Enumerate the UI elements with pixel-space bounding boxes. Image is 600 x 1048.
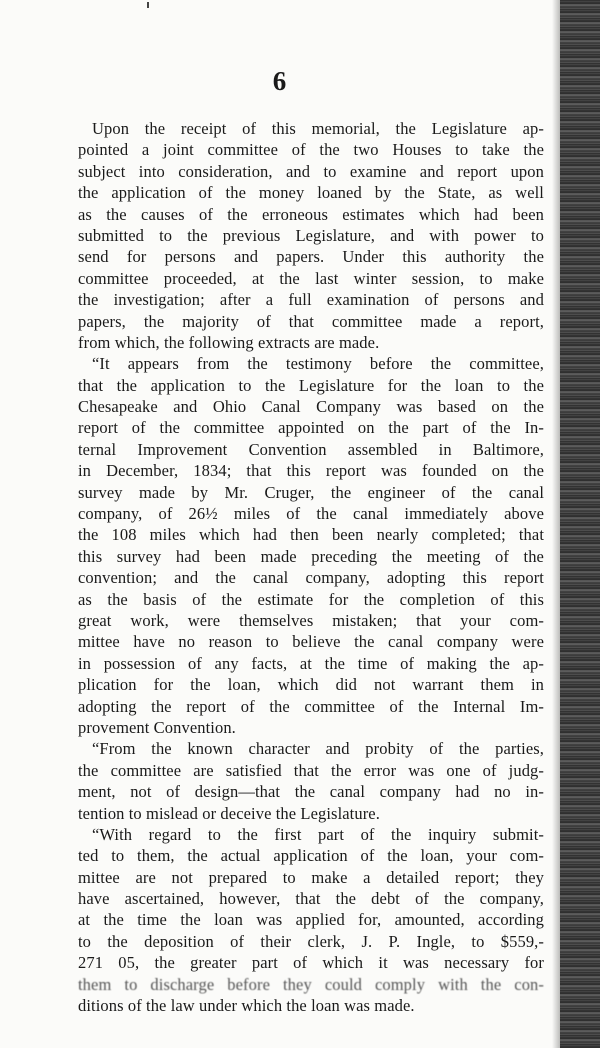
text-line: convention; and the canal company, adopting this report [78,568,544,588]
text-line: at the time the loan was applied for, amounted, according [78,910,544,930]
text-line: as the causes of the erroneous estimates which had been [78,204,544,224]
text-line: the investigation; after a full examination of persons and [78,290,544,310]
text-line: ted to them, the actual application of the loan, your com- [78,846,544,866]
text-line: mittee are not prepared to make a detailed report; they [78,867,544,887]
text-line: great work, were themselves mistaken; that your com- [78,610,544,630]
text-line: send for persons and papers. Under this authority the [78,247,544,267]
text-line: ment, not of design—that the canal company had no in- [78,782,544,802]
text-line: them to discharge before they could comply with the con- [78,974,544,994]
text-line: Upon the receipt of this memorial, the Legislature ap- [92,119,544,138]
page-number: 6 [272,66,288,96]
text-line: company, of 26½ miles of the canal immediately above [78,504,544,524]
text-line: adopting the report of the committee of the Internal Im- [78,696,544,716]
text-line: have ascertained, however, that the debt of the company, [78,889,544,909]
binding-shadow [552,0,560,1048]
ink-speck [147,2,149,8]
text-line: “With regard to the first part of the inquiry submit- [92,824,544,844]
text-line: that the application to the Legislature for the loan to the [78,375,544,395]
text-line: to the deposition of their clerk, J. P. Ingle, to $559,- [78,931,544,951]
text-line: provement Convention. [78,717,236,737]
text-line: papers, the majority of that committee made a report, [78,311,544,331]
text-line: pointed a joint committee of the two Houses to take the [78,140,544,160]
text-line: this survey had been made preceding the meeting of the [78,546,544,566]
text-line: committee proceeded, at the last winter session, to make [78,268,544,288]
text-line: the 108 miles which had then been nearly completed; that [78,525,544,545]
text-line: submitted to the previous Legislature, and with power to [78,225,544,245]
text-line: from which, the following extracts are made. [78,332,380,352]
text-line: survey made by Mr. Cruger, the engineer of the canal [78,482,544,502]
text-line: Chesapeake and Ohio Canal Company was based on the [78,397,544,417]
text-line: tention to mislead or deceive the Legislature. [78,803,380,823]
text-line: the committee are satisfied that the error was one of judg- [78,760,544,780]
text-line: “From the known character and probity of the parties, [92,739,544,759]
text-line: as the basis of the estimate for the completion of this [78,589,544,609]
text-line: plication for the loan, which did not warrant them in [78,675,544,695]
text-line: the application of the money loaned by the State, as well [78,183,544,203]
text-line: 271 05, the greater part of which it was necessary for [78,953,544,973]
text-line: report of the committee appointed on the part of the In- [78,418,544,438]
text-line: subject into consideration, and to examine and report upon [78,161,544,181]
text-line: “It appears from the testimony before the committee, [92,354,544,374]
text-line: ditions of the law under which the loan was made. [78,996,415,1016]
text-line: in possession of any facts, at the time of making the ap- [78,653,544,673]
book-spine-binding [560,0,600,1048]
body-text [78,118,544,1016]
text-line: ternal Improvement Convention assembled in Baltimore, [78,439,544,459]
text-line: in December, 1834; that this report was founded on the [78,461,544,481]
text-line: mittee have no reason to believe the canal company were [78,632,544,652]
